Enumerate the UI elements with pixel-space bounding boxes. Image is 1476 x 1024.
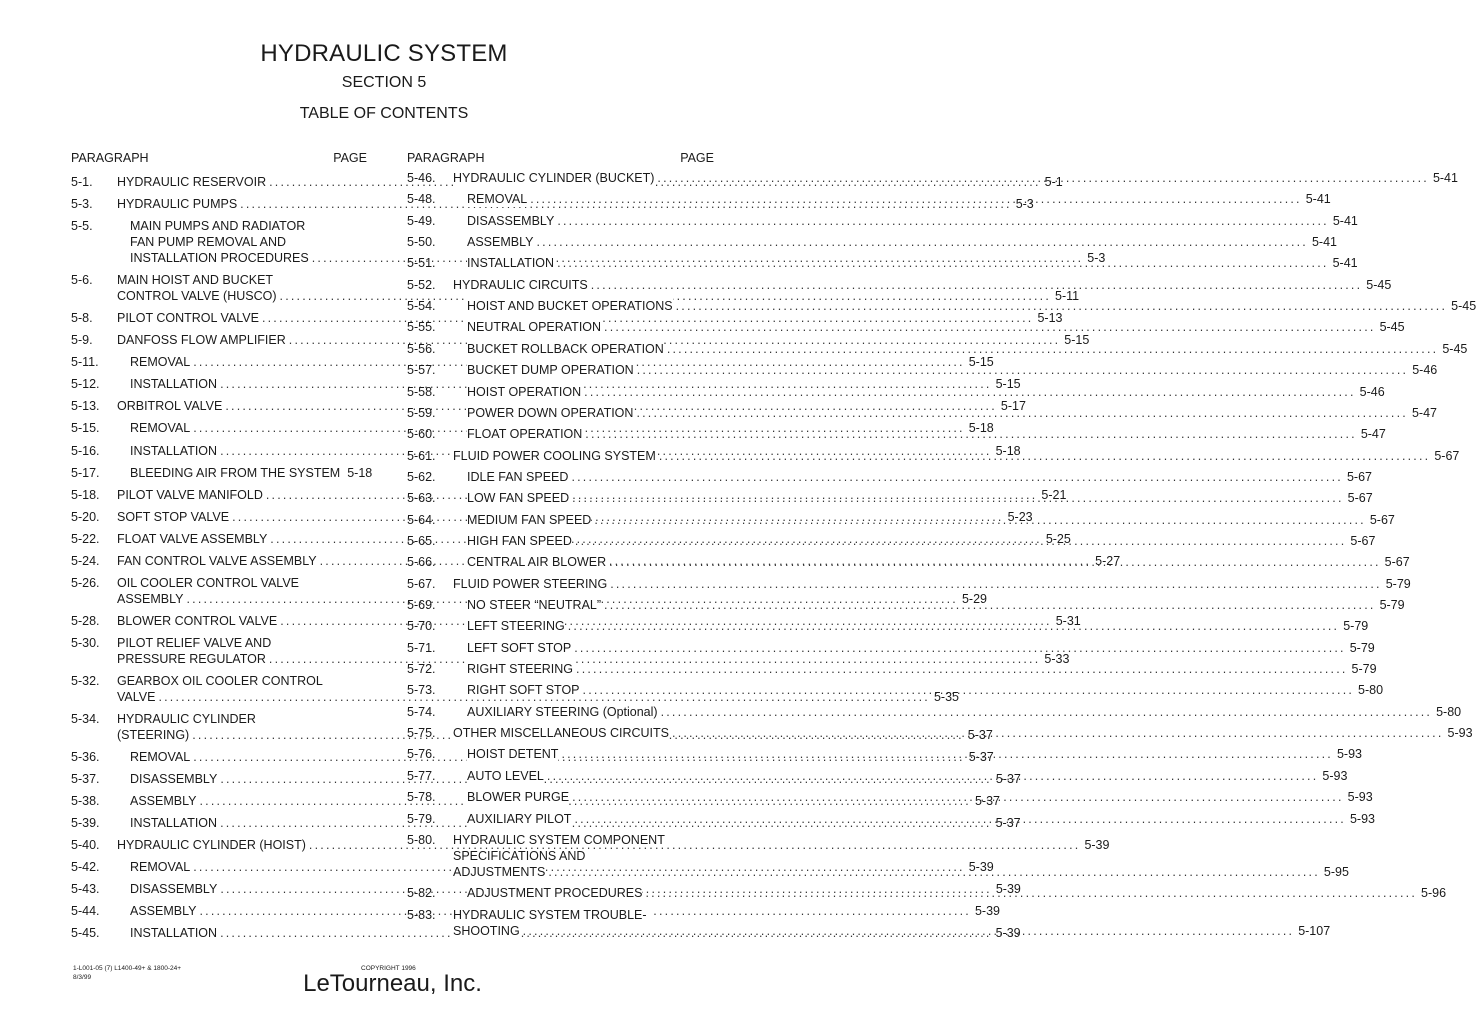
dot-leader	[657, 170, 1429, 186]
dot-leader	[576, 661, 1348, 677]
page-number: 5-18	[968, 421, 994, 436]
entry-title: AUXILIARY PILOT	[467, 811, 572, 826]
dot-leader	[672, 725, 1444, 741]
entry-title: INSTALLATION	[467, 256, 555, 271]
page-number: 5-47	[1360, 427, 1386, 442]
dot-leader	[637, 362, 1409, 378]
paragraph-number: 5-58.	[407, 384, 436, 399]
page-number: 5-15	[1064, 333, 1090, 348]
paragraph-number: 5-67.	[407, 576, 436, 591]
entry-title: INSTALLATION	[130, 816, 218, 831]
page-number: 5-21	[1041, 487, 1067, 502]
entry-title: AUTO LEVEL	[467, 768, 544, 783]
toc-entry	[407, 576, 1411, 592]
entry-title: CONTROL VALVE (HUSCO)	[117, 289, 277, 304]
dot-leader	[636, 405, 1408, 421]
entry-title: ASSEMBLY	[130, 794, 197, 809]
entry-title: ORBITROL VALVE	[117, 399, 223, 414]
entry-title: POWER DOWN OPERATION	[467, 405, 634, 420]
paragraph-number: 5-65.	[407, 533, 436, 548]
page-header: PAGE	[680, 151, 714, 165]
page-number: 5-93	[1322, 768, 1348, 783]
paragraph-number: 5-59.	[407, 405, 436, 420]
page-number: 5-37	[968, 750, 994, 765]
entry-title: INSTALLATION	[130, 926, 218, 941]
toc-entry	[407, 640, 1375, 656]
paragraph-number: 5-79.	[407, 811, 436, 826]
paragraph-number: 5-5.	[71, 219, 93, 234]
toc-entry	[407, 341, 1468, 357]
paragraph-number: 5-11.	[71, 355, 99, 370]
page-header: PAGE	[333, 151, 367, 165]
paragraph-number: 5-22.	[71, 531, 100, 546]
entry-title: INSTALLATION PROCEDURES	[130, 251, 309, 266]
paragraph-number: 5-30.	[71, 635, 100, 650]
paragraph-number: 5-70.	[407, 619, 436, 634]
entry-title: FLUID POWER STEERING	[453, 576, 608, 591]
entry-title: REMOVAL	[130, 355, 191, 370]
page-number: 5-67	[1384, 555, 1410, 570]
dot-leader	[572, 789, 1344, 805]
paragraph-number: 5-15.	[71, 421, 100, 436]
section-label: SECTION 5	[341, 74, 427, 91]
paragraph-number: 5-71.	[407, 640, 436, 655]
page-number: 5-27	[1095, 553, 1121, 568]
page-number: 5-67	[1434, 448, 1460, 463]
page-number: 5-18	[995, 443, 1021, 458]
page-number: 5-45	[1366, 277, 1392, 292]
toc-entry	[71, 332, 1090, 348]
entry-title: PILOT VALVE MANIFOLD	[117, 487, 263, 502]
entry-title: (STEERING)	[117, 728, 190, 742]
entry-title: HYDRAULIC SYSTEM TROUBLE-	[453, 908, 651, 922]
paragraph-number: 5-83.	[407, 907, 436, 922]
dot-leader	[523, 923, 1295, 939]
paragraph-number: 5-52.	[407, 277, 436, 292]
company-name: LeTourneau, Inc.	[303, 970, 482, 997]
page-number: 5-13	[1037, 311, 1063, 326]
entry-title: REMOVAL	[130, 750, 191, 765]
toc-entry	[407, 234, 1338, 250]
paragraph-number: 5-6.	[71, 273, 93, 288]
entry-title: FAN CONTROL VALVE ASSEMBLY	[117, 553, 317, 568]
page-number: 5-47	[1411, 405, 1437, 420]
paragraph-number: 5-75.	[407, 726, 436, 741]
entry-title: HYDRAULIC CYLINDER	[117, 712, 260, 726]
page-number: 5-80	[1358, 683, 1384, 698]
entry-title: NO STEER “NEUTRAL”	[467, 598, 602, 612]
paragraph-number: 5-62.	[407, 469, 436, 484]
paragraph-number: 5-60.	[407, 427, 436, 442]
page-number: 5-107	[1298, 923, 1331, 938]
dot-leader	[585, 426, 1357, 442]
paragraph-number: 5-54.	[407, 299, 436, 314]
dot-leader	[594, 512, 1366, 528]
page-number: 5-93	[1336, 747, 1362, 762]
entry-title: IDLE FAN SPEED	[467, 469, 569, 484]
page-number: 5-35	[933, 689, 959, 704]
entry-title: PILOT RELIEF VALVE AND	[117, 636, 275, 650]
page-number: 5-37	[967, 728, 993, 742]
dot-leader	[574, 640, 1346, 656]
paragraph-number: 5-78.	[407, 790, 436, 805]
entry-title: AUXILIARY STEERING (Optional)	[467, 704, 658, 719]
paragraph-number: 5-44.	[71, 904, 100, 919]
entry-title: ASSEMBLY	[130, 904, 197, 919]
dot-leader	[571, 469, 1343, 485]
paragraph-number: 5-28.	[71, 613, 100, 628]
paragraph-number: 5-55.	[407, 320, 436, 335]
entry-title: BUCKET DUMP OPERATION	[467, 363, 634, 378]
toc-entry	[407, 469, 1372, 485]
paragraph-number: 5-61.	[407, 448, 436, 463]
entry-title: FLUID POWER COOLING SYSTEM	[453, 448, 656, 463]
dot-leader	[557, 213, 1329, 229]
entry-title: DANFOSS FLOW AMPLIFIER	[117, 333, 286, 348]
page-number: 5-3	[1087, 251, 1106, 266]
entry-title: FLOAT OPERATION	[467, 427, 583, 442]
column-header	[407, 150, 714, 166]
paragraph-number: 5-49.	[407, 213, 436, 228]
page-number: 5-80	[1436, 704, 1462, 719]
entry-title: MAIN HOIST AND BUCKET	[117, 273, 277, 287]
toc-entry	[71, 354, 994, 370]
paragraph-number: 5-74.	[407, 704, 436, 719]
entry-title: DISASSEMBLY	[130, 772, 218, 787]
page-number: 5-17	[1000, 399, 1026, 414]
entry-title: HIGH FAN SPEED	[467, 533, 572, 548]
paragraph-number: 5-63.	[407, 491, 436, 506]
page-number: 5-45	[1379, 320, 1405, 335]
page-number: 5-93	[1349, 811, 1375, 826]
dot-leader	[610, 576, 1382, 592]
paragraph-number: 5-8.	[71, 311, 93, 326]
paragraph-number: 5-20.	[71, 509, 100, 524]
page-number: 5-67	[1346, 469, 1372, 484]
paragraph-number: 5-66.	[407, 555, 436, 570]
paragraph-number: 5-32.	[71, 673, 100, 688]
footer-date: 8/3/99	[73, 973, 92, 981]
entry-title: MEDIUM FAN SPEED	[467, 512, 592, 527]
page-number: 5-96	[1421, 886, 1447, 901]
entry-title: BLOWER CONTROL VALVE	[117, 613, 278, 628]
toc-entry	[407, 277, 1392, 293]
paragraph-number: 5-9.	[71, 333, 93, 348]
entry-title: INSTALLATION	[130, 443, 218, 458]
paragraph-number: 5-50.	[407, 235, 436, 250]
toc-entry	[407, 704, 1462, 720]
page-number: 5-41	[1332, 213, 1358, 228]
entry-title: HYDRAULIC PUMPS	[117, 197, 238, 212]
dot-leader	[591, 277, 1363, 293]
paragraph-header: PARAGRAPH	[71, 151, 149, 165]
page-number: 5-95	[1323, 864, 1349, 879]
page-number: 5-25	[1045, 531, 1071, 546]
page-number: 5-41	[1432, 171, 1458, 185]
entry-title: ASSEMBLY	[467, 235, 534, 250]
entry-title: CENTRAL AIR BLOWER	[467, 555, 607, 570]
entry-title: HYDRAULIC SYSTEM COMPONENT	[453, 833, 669, 847]
paragraph-number: 5-57.	[407, 363, 436, 378]
toc-entry	[407, 213, 1358, 229]
paragraph-number: 5-38.	[71, 794, 100, 809]
page-number: 5-79	[1385, 576, 1411, 591]
paragraph-number: 5-82.	[407, 886, 436, 901]
entry-title: OTHER MISCELLANEOUS CIRCUITS	[453, 726, 670, 741]
paragraph-number: 5-37.	[71, 772, 100, 787]
paragraph-number: 5-51.	[407, 256, 436, 271]
page-number: 5-18	[347, 465, 373, 480]
dot-leader	[547, 768, 1319, 784]
paragraph-number: 5-45.	[71, 926, 100, 941]
paragraph-number: 5-36.	[71, 750, 100, 765]
page-number: 5-29	[961, 591, 988, 606]
dot-leader	[584, 384, 1356, 400]
entry-title: REMOVAL	[130, 860, 191, 875]
page-number: 5-41	[1332, 256, 1358, 271]
page-number: 5-3	[1015, 197, 1034, 212]
entry-title: OIL COOLER CONTROL VALVE	[117, 576, 303, 590]
paragraph-number: 5-42.	[71, 860, 100, 875]
page-number: 5-15	[995, 377, 1021, 392]
dot-leader	[604, 319, 1376, 335]
entry-title: SPECIFICATIONS AND	[453, 849, 589, 863]
page-number: 5-11	[1055, 289, 1080, 304]
entry-title: SHOOTING	[453, 923, 520, 938]
toc-heading: TABLE OF CONTENTS	[299, 105, 469, 122]
paragraph-number: 5-80.	[407, 832, 436, 847]
paragraph-number: 5-72.	[407, 662, 436, 677]
paragraph-number: 5-34.	[71, 712, 100, 726]
paragraph-number: 5-77.	[407, 768, 436, 783]
entry-title: HYDRAULIC CYLINDER (BUCKET)	[453, 171, 655, 185]
paragraph-number: 5-17.	[71, 465, 100, 480]
entry-title: ADJUSTMENT PROCEDURES	[467, 886, 643, 901]
paragraph-number: 5-43.	[71, 882, 100, 897]
entry-title: SOFT STOP VALVE	[117, 509, 230, 524]
page-number: 5-79	[1351, 662, 1377, 677]
entry-title: FAN PUMP REMOVAL AND	[130, 235, 290, 249]
paragraph-number: 5-16.	[71, 443, 100, 458]
page-number: 5-39	[974, 904, 1001, 919]
page-number: 5-93	[1447, 726, 1473, 741]
paragraph-number: 5-40.	[71, 838, 100, 853]
page-number: 5-46	[1359, 384, 1385, 399]
paragraph-number: 5-64.	[407, 512, 436, 527]
page-number: 5-79	[1349, 640, 1375, 655]
entry-title: DISASSEMBLY	[467, 213, 555, 228]
paragraph-number: 5-46.	[407, 171, 436, 185]
paragraph-number: 5-13.	[71, 399, 100, 414]
toc-entry	[71, 310, 1063, 326]
dot-leader	[604, 597, 1376, 613]
page-number: 5-37	[974, 794, 1001, 809]
toc-entry	[71, 465, 373, 481]
dot-leader	[667, 341, 1439, 357]
page-number: 5-46	[1412, 363, 1438, 378]
entry-title: RIGHT SOFT STOP	[467, 683, 580, 698]
entry-title: DISASSEMBLY	[130, 882, 218, 897]
paragraph-number: 5-48.	[407, 192, 436, 207]
entry-title: HOIST OPERATION	[467, 384, 582, 399]
paragraph-number: 5-12.	[71, 377, 100, 392]
entry-title: INSTALLATION	[130, 377, 218, 392]
page-title: HYDRAULIC SYSTEM	[260, 40, 508, 67]
entry-title: REMOVAL	[467, 192, 528, 207]
entry-title: HOIST DETENT	[467, 747, 559, 762]
page-number: 5-33	[1044, 651, 1070, 666]
page-number: 5-15	[968, 355, 994, 370]
entry-title: HOIST AND BUCKET OPERATIONS	[467, 299, 673, 314]
page-number: 5-45	[1442, 341, 1468, 356]
page-number: 5-37	[995, 816, 1021, 831]
dot-leader	[530, 191, 1302, 207]
entry-title: HYDRAULIC RESERVOIR	[117, 175, 267, 189]
entry-title: BLEEDING AIR FROM THE SYSTEM	[130, 465, 341, 480]
dot-leader	[609, 554, 1381, 570]
page-number: 5-37	[995, 772, 1021, 787]
dot-leader	[574, 811, 1346, 827]
entry-title: LEFT SOFT STOP	[467, 640, 572, 655]
page-number: 5-1	[1044, 175, 1063, 189]
entry-title: REMOVAL	[130, 421, 191, 436]
entry-title: PILOT CONTROL VALVE	[117, 311, 259, 326]
page-number: 5-67	[1350, 533, 1376, 548]
entry-title: ASSEMBLY	[117, 591, 184, 606]
page-number: 5-39	[968, 860, 994, 875]
entry-title: GEARBOX OIL COOLER CONTROL	[117, 674, 327, 688]
paragraph-number: 5-73.	[407, 683, 436, 698]
dot-leader	[661, 704, 1433, 720]
page-number: 5-79	[1379, 598, 1405, 612]
entry-title: PRESSURE REGULATOR	[117, 651, 266, 666]
paragraph-number: 5-69.	[407, 598, 436, 612]
entry-title: HYDRAULIC CIRCUITS	[453, 277, 588, 292]
dot-leader	[561, 746, 1333, 762]
toc-entry	[407, 319, 1405, 335]
page-number: 5-39	[995, 882, 1021, 897]
entry-title: BLOWER PURGE	[467, 790, 570, 805]
page-number: 5-39	[1084, 838, 1110, 853]
column-header	[71, 150, 368, 166]
page-number: 5-31	[1055, 613, 1081, 628]
entry-title: FLOAT VALVE ASSEMBLY	[117, 531, 268, 546]
dot-leader	[568, 618, 1340, 634]
dot-leader	[575, 533, 1347, 549]
entry-title: HYDRAULIC CYLINDER (HOIST)	[117, 838, 306, 853]
entry-title: RIGHT STEERING	[467, 662, 574, 677]
page-number: 5-93	[1347, 790, 1373, 805]
dot-leader	[659, 448, 1431, 464]
paragraph-number: 5-39.	[71, 816, 100, 831]
page-number: 5-41	[1311, 235, 1338, 250]
page-number: 5-67	[1369, 512, 1395, 527]
paragraph-number: 5-3.	[71, 197, 93, 212]
footer-doc-code: 1-L001-05 (7) L1400-49+ & 1800-24+	[73, 965, 182, 972]
page-number: 5-45	[1451, 299, 1476, 314]
entry-title: LEFT STEERING	[467, 619, 565, 634]
entry-title: MAIN PUMPS AND RADIATOR	[130, 219, 309, 233]
paragraph-number: 5-76.	[407, 747, 436, 762]
dot-leader	[583, 682, 1355, 698]
entry-title: VALVE	[117, 689, 156, 704]
paragraph-number: 5-1.	[71, 175, 93, 189]
page-number: 5-67	[1347, 491, 1373, 506]
entry-title: LOW FAN SPEED	[467, 491, 570, 506]
entry-title: NEUTRAL OPERATION	[467, 320, 602, 335]
dot-leader	[548, 864, 1320, 880]
paragraph-number: 5-56.	[407, 341, 436, 356]
page-number: 5-41	[1305, 192, 1331, 207]
page-number: 5-79	[1343, 619, 1369, 634]
toc-entry	[407, 298, 1476, 314]
paragraph-number: 5-26.	[71, 575, 100, 590]
paragraph-header: PARAGRAPH	[407, 151, 485, 165]
dot-leader	[676, 298, 1448, 314]
entry-title: BUCKET ROLLBACK OPERATION	[467, 341, 664, 356]
paragraph-number: 5-18.	[71, 487, 100, 502]
dot-leader	[536, 234, 1308, 250]
toc-entry	[407, 661, 1377, 677]
footer-copyright: COPYRIGHT 1996	[361, 965, 416, 972]
page-number: 5-23	[1007, 509, 1033, 524]
page-number: 5-39	[995, 926, 1021, 941]
dot-leader	[572, 490, 1344, 506]
dot-leader	[557, 255, 1329, 271]
dot-leader	[645, 885, 1417, 901]
entry-title: ADJUSTMENTS	[453, 864, 546, 879]
paragraph-number: 5-24.	[71, 553, 100, 568]
